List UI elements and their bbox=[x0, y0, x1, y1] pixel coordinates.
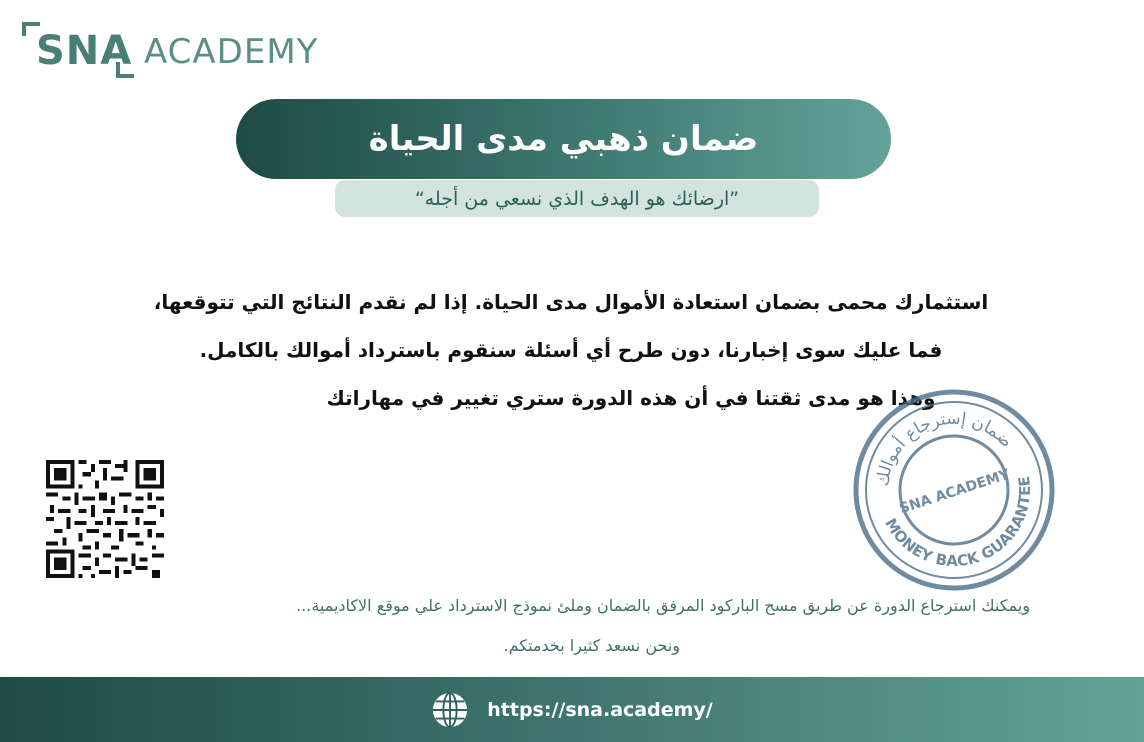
footer-bar bbox=[0, 677, 1144, 742]
website-link[interactable]: https://sna.academy/ bbox=[487, 698, 713, 721]
refund-note-line-2: ونحن نسعد كثيرا بخدمتكم. bbox=[503, 636, 680, 655]
logo-sna: SNA bbox=[36, 28, 133, 74]
subtitle: ”ارضائك هو الهدف الذي نسعي من أجله“ bbox=[335, 180, 819, 217]
stamp-english: MONEY BACK GUARANTEE bbox=[881, 475, 1035, 571]
guarantee-line-3: وهذا هو مدى ثقتنا في أن هذه الدورة ستري تغيير في مهاراتك bbox=[326, 386, 936, 410]
stamp-arabic: ضمان إسترجاع أموالك bbox=[872, 408, 1017, 488]
guarantee-line-2: فما عليك سوى إخبارنا، دون طرح أي أسئلة سنقوم باسترداد أموالك بالكامل. bbox=[199, 338, 943, 362]
refund-note bbox=[80, 586, 1030, 666]
guarantee-line-1: استثمارك محمى بضمان استعادة الأموال مدى الحياة. إذا لم نقدم النتائج التي تتوقعها، bbox=[153, 290, 989, 314]
qr-code[interactable] bbox=[46, 460, 164, 578]
page-title: ضمان ذهبي مدى الحياة bbox=[236, 99, 891, 179]
logo bbox=[22, 22, 319, 78]
refund-note-line-1: ويمكنك استرجاع الدورة عن طريق مسح الباركود المرفق بالضمان وملئ نموذج الاسترداد علي موقع الاكاديمية... bbox=[296, 596, 1030, 615]
globe-icon bbox=[431, 691, 469, 729]
money-back-stamp bbox=[848, 384, 1060, 596]
logo-academy: ACADEMY bbox=[144, 32, 319, 72]
stamp-brand: SNA ACADEMY bbox=[897, 466, 1012, 518]
